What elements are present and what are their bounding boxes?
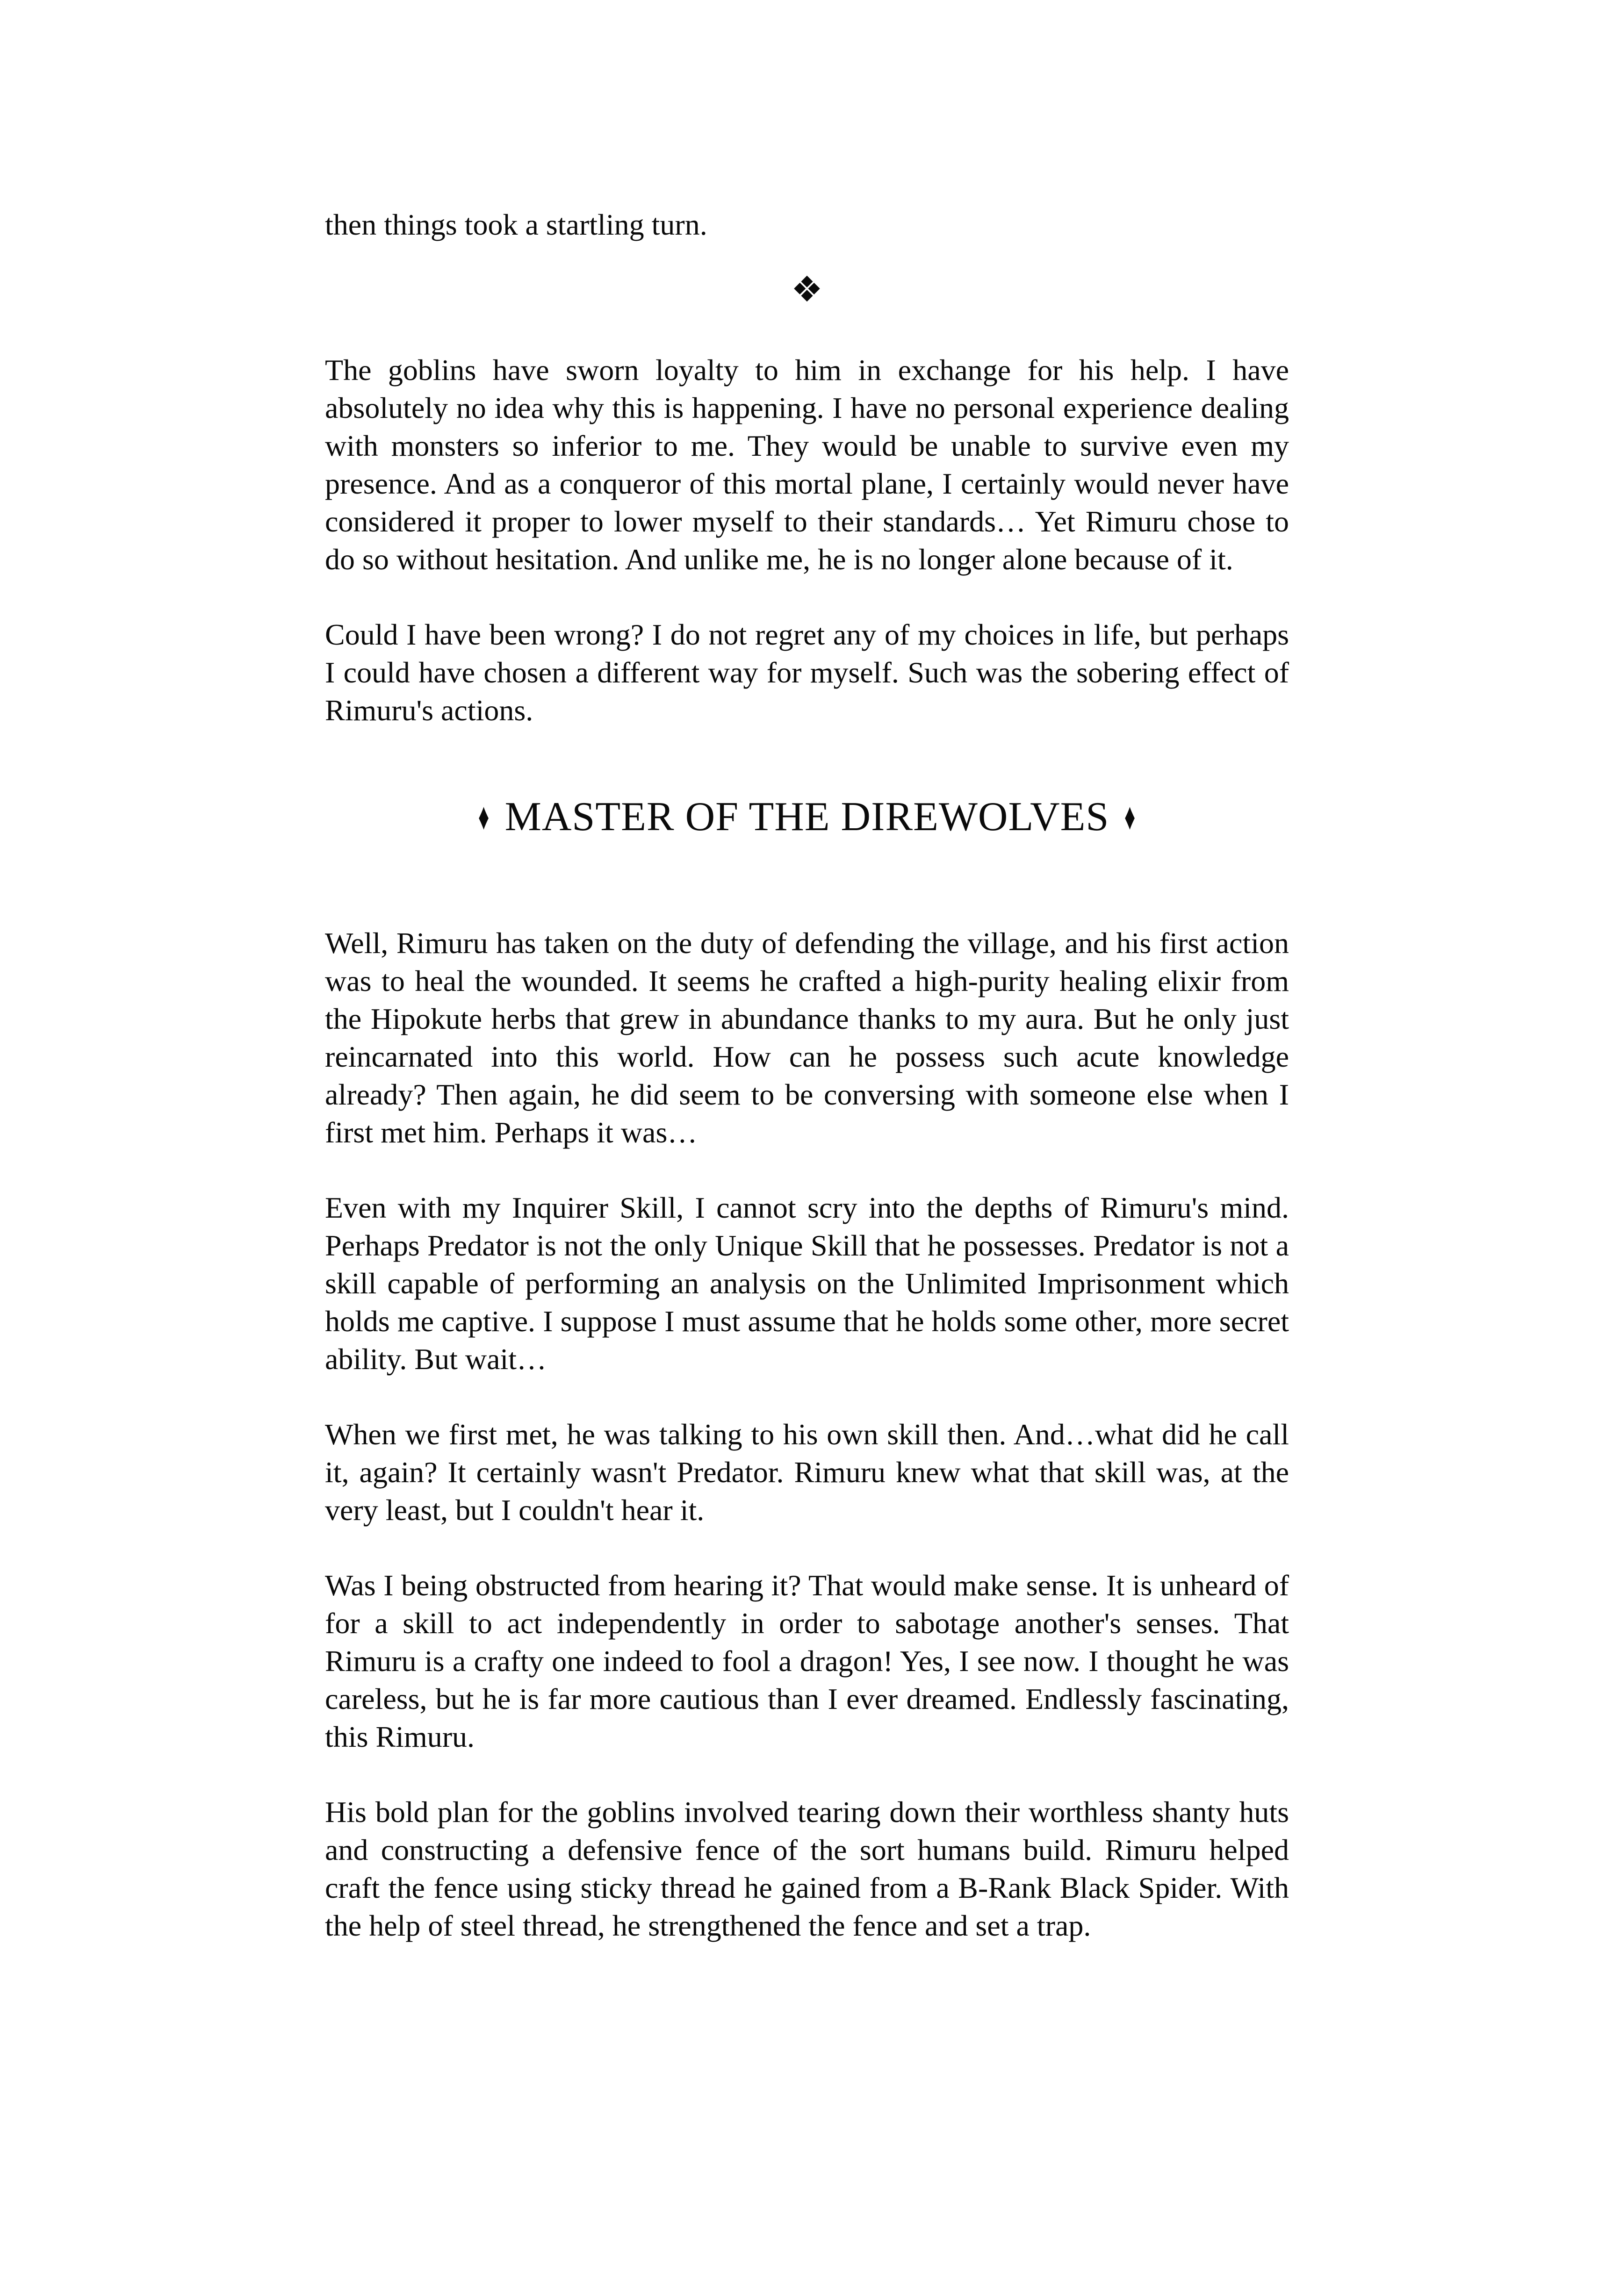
diamond-ornament-left-icon: ♦ bbox=[478, 796, 490, 838]
paragraph-defending-village: Well, Rimuru has taken on the duty of defending the village, and his first action was to heal the wounded. It seems he crafted a high-purity healing elixir from the Hipokute herbs that grew in abundance thanks to my aura. But he only just reincarnated into this world. How can he possess such acute knowledge already? Then again, he did seem to be conversing with someone else when I first met him. Perhaps it was… bbox=[325, 926, 1289, 1149]
paragraph-obstructed-hearing: Was I being obstructed from hearing it? That would make sense. It is unheard of for a skill to act independently in order to sabotage another's senses. That Rimuru is a crafty one indeed to fool a dragon! Yes, I see now. I thought he was careless, but he is far more cautious than I ever dreamed. Endlessly fascinating, this Rimuru. bbox=[325, 1568, 1289, 1753]
paragraph-could-i-have-been-wrong: Could I have been wrong? I do not regret any of my choices in life, but perhaps I could have chosen a different way for myself. Such was the sobering effect of Rimuru's actions. bbox=[325, 618, 1289, 727]
page-text-column bbox=[325, 206, 1289, 1944]
continuation-paragraph: then things took a startling turn. bbox=[325, 208, 707, 241]
paragraph-inquirer-skill: Even with my Inquirer Skill, I cannot scry into the depths of Rimuru's mind. Perhaps Predator is not the only Unique Skill that he possesses. Predator is not a skill capable of performing an analysis on the Unlimited Imprisonment which holds me captive. I suppose I must assume that he holds some other, more secret ability. But wait… bbox=[325, 1191, 1289, 1376]
section-break-ornament-icon: ❖ bbox=[791, 268, 823, 310]
section-heading bbox=[325, 795, 1289, 840]
paragraph-goblins-loyalty: The goblins have sworn loyalty to him in exchange for his help. I have absolutely no idea why this is happening. I have no personal experience dealing with monsters so inferior to me. They would be unable to survive even my presence. And as a conqueror of this mortal plane, I certainly would never have considered it proper to lower myself to their standards… Yet Rimuru chose to do so without hesitation. And unlike me, he is no longer alone because of it. bbox=[325, 353, 1289, 576]
paragraph-when-we-first-met: When we first met, he was talking to his own skill then. And…what did he call it, again? It certainly wasn't Predator. Rimuru knew what that skill was, at the very least, but I couldn't hear it. bbox=[325, 1417, 1289, 1527]
diamond-ornament-right-icon: ♦ bbox=[1124, 796, 1136, 838]
paragraph-bold-plan-fence: His bold plan for the goblins involved tearing down their worthless shanty huts and constructing a defensive fence of the sort humans build. Rimuru helped craft the fence using sticky thread he gained from a B-Rank Black Spider. With the help of steel thread, he strengthened the fence and set a trap. bbox=[325, 1795, 1289, 1942]
section-heading-text: MASTER OF THE DIREWOLVES bbox=[504, 794, 1109, 839]
